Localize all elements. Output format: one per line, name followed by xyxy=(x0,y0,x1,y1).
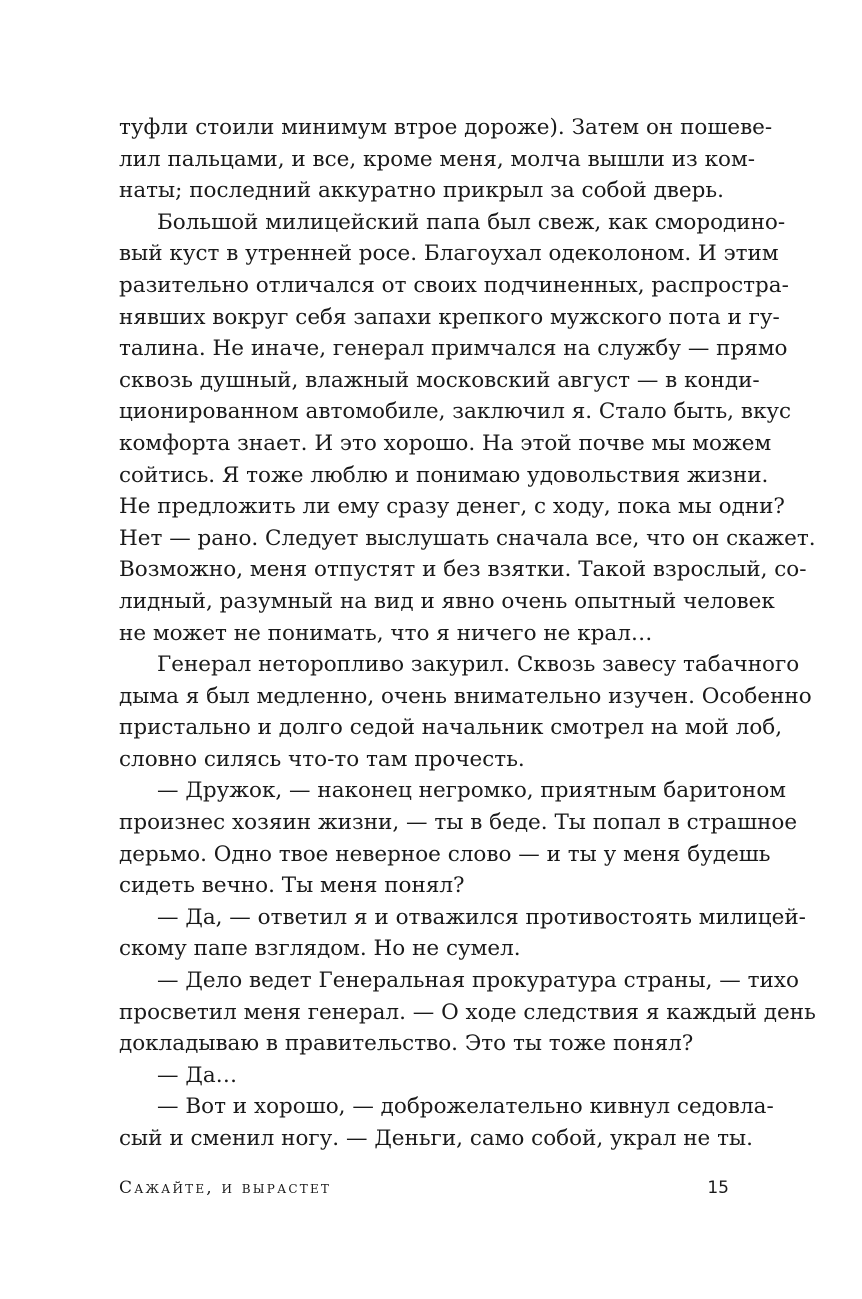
text-line: разительно отличался от своих подчиненных, распростра- xyxy=(119,272,789,298)
text-line: комфорта знает. И это хорошо. На этой почве мы можем xyxy=(119,430,772,456)
page-footer xyxy=(119,1178,729,1208)
text-line: дерьмо. Одно твое неверное слово — и ты у меня будешь xyxy=(119,841,771,867)
text-line: дыма я был медленно, очень внимательно изучен. Особенно xyxy=(119,683,812,709)
text-line: лидный, разумный на вид и явно очень опытный человек xyxy=(119,588,775,614)
body-text xyxy=(119,112,816,1155)
text-line: не может не понимать, что я ничего не крал… xyxy=(119,620,653,646)
text-line: Возможно, меня отпустят и без взятки. Такой взрослый, со- xyxy=(119,557,807,583)
text-line: наты; последний аккуратно прикрыл за собой дверь. xyxy=(119,178,724,204)
text-line: Не предложить ли ему сразу денег, с ходу, пока мы одни? xyxy=(119,494,785,520)
text-line: сый и сменил ногу. — Деньги, само собой, украл не ты. xyxy=(119,1126,753,1151)
text-line: ционированном автомобиле, заключил я. Стало быть, вкус xyxy=(119,399,792,425)
text-line: талина. Не иначе, генерал примчался на службу — прямо xyxy=(119,336,788,362)
text-line: Большой милицейский папа был свеж, как смородино- xyxy=(157,209,786,235)
text-line: скому папе взглядом. Но не сумел. xyxy=(119,936,521,962)
text-line: сидеть вечно. Ты меня понял? xyxy=(119,873,465,899)
text-line: Генерал неторопливо закурил. Сквозь завесу табачного xyxy=(157,652,800,678)
text-line: просветил меня генерал. — О ходе следствия я каждый день xyxy=(119,999,816,1025)
text-line: лил пальцами, и все, кроме меня, молча вышли из ком- xyxy=(119,146,755,172)
text-line: нявших вокруг себя запахи крепкого мужского пота и гу- xyxy=(119,304,780,330)
text-line: словно силясь что-то там прочесть. xyxy=(119,746,525,772)
running-head: Сажайте, и вырастет xyxy=(119,1178,332,1198)
text-line: — Да, — ответил я и отважился противостоять милицей- xyxy=(157,904,806,930)
text-line: — Да… xyxy=(157,1062,238,1088)
text-line: докладываю в правительство. Это ты тоже понял? xyxy=(119,1031,694,1057)
text-line: — Дружок, — наконец негромко, приятным баритоном xyxy=(157,778,787,804)
text-line: — Вот и хорошо, — доброжелательно кивнул седовла- xyxy=(157,1094,774,1120)
text-line: — Дело ведет Генеральная прокуратура страны, — тихо xyxy=(157,968,799,994)
text-line: сквозь душный, влажный московский август — в конди- xyxy=(119,367,760,393)
text-line: туфли стоили минимум втрое дороже). Затем он пошеве- xyxy=(119,115,773,140)
text-line: произнес хозяин жизни, — ты в беде. Ты попал в страшное xyxy=(119,810,798,836)
text-line: сойтись. Я тоже люблю и понимаю удовольствия жизни. xyxy=(119,462,769,488)
text-line: Нет — рано. Следует выслушать сначала все, что он скажет. xyxy=(119,525,816,551)
text-line: вый куст в утренней росе. Благоухал одеколоном. И этим xyxy=(119,241,779,267)
page-number: 15 xyxy=(707,1178,729,1198)
text-line: пристально и долго седой начальник смотрел на мой лоб, xyxy=(119,715,783,741)
